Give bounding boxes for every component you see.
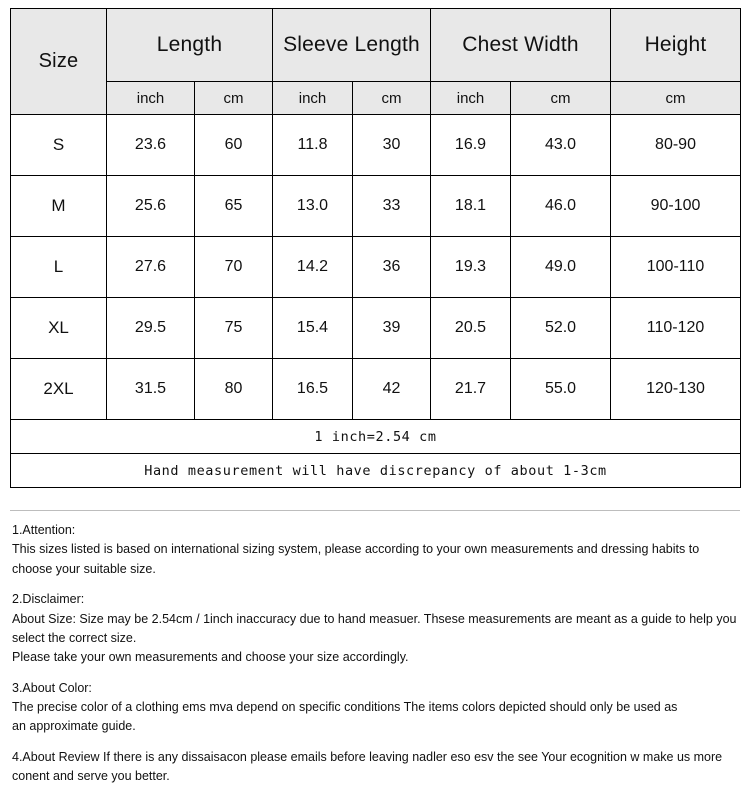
cell-sleeve-inch: 14.2	[273, 237, 353, 298]
footer-note-conversion: 1 inch=2.54 cm	[11, 420, 741, 454]
cell-chest-cm: 46.0	[511, 176, 611, 237]
unit-length-cm: cm	[195, 82, 273, 115]
cell-sleeve-inch: 16.5	[273, 359, 353, 420]
note-title: 2.Disclaimer:	[12, 592, 85, 607]
note-line: conent and serve you better.	[12, 769, 170, 784]
unit-length-inch: inch	[107, 82, 195, 115]
table-row	[11, 237, 741, 298]
header-height: Height	[611, 9, 741, 82]
cell-height-cm: 110-120	[611, 298, 741, 359]
cell-chest-cm: 52.0	[511, 298, 611, 359]
cell-length-inch: 27.6	[107, 237, 195, 298]
footer-note-discrepancy: Hand measurement will have discrepancy of about 1-3cm	[11, 454, 741, 488]
note-title: 1.Attention:	[12, 523, 76, 537]
header-sleeve-length: Sleeve Length	[273, 9, 431, 82]
cell-length-cm: 80	[195, 359, 273, 420]
table-header-group-row	[11, 9, 741, 82]
table-units-row	[11, 82, 741, 115]
cell-sleeve-cm: 33	[353, 176, 431, 237]
note-title: 4.About Review If there is any dissaisacon please emails before leaving nadler eso esv the see Your ecognition w make us more	[12, 749, 723, 764]
header-size: Size	[11, 9, 107, 115]
note-line: The precise color of a clothing ems mva depend on specific conditions The items colors depicted should only be used as	[12, 700, 678, 714]
unit-sleeve-cm: cm	[353, 82, 431, 115]
notes-section	[0, 511, 750, 787]
note-block-disclaimer	[12, 590, 738, 668]
cell-length-cm: 60	[195, 115, 273, 176]
cell-sleeve-cm: 39	[353, 298, 431, 359]
cell-sleeve-inch: 15.4	[273, 298, 353, 359]
cell-chest-inch: 18.1	[431, 176, 511, 237]
cell-length-cm: 65	[195, 176, 273, 237]
note-line: Please take your own measurements and choose your size accordingly.	[12, 650, 409, 665]
cell-chest-cm: 43.0	[511, 115, 611, 176]
cell-chest-inch: 20.5	[431, 298, 511, 359]
table-row	[11, 359, 741, 420]
cell-height-cm: 120-130	[611, 359, 741, 420]
unit-chest-cm: cm	[511, 82, 611, 115]
cell-chest-cm: 55.0	[511, 359, 611, 420]
unit-height-cm: cm	[611, 82, 741, 115]
cell-height-cm: 80-90	[611, 115, 741, 176]
cell-size: M	[11, 176, 107, 237]
cell-size: L	[11, 237, 107, 298]
note-title: 3.About Color:	[12, 680, 92, 695]
note-line: an approximate guide.	[12, 719, 136, 734]
note-block-about-review	[12, 748, 738, 787]
table-footer-row	[11, 420, 741, 454]
cell-length-cm: 75	[195, 298, 273, 359]
unit-chest-inch: inch	[431, 82, 511, 115]
cell-size: S	[11, 115, 107, 176]
cell-size: XL	[11, 298, 107, 359]
cell-height-cm: 100-110	[611, 237, 741, 298]
cell-length-inch: 25.6	[107, 176, 195, 237]
table-row	[11, 298, 741, 359]
cell-chest-cm: 49.0	[511, 237, 611, 298]
cell-sleeve-inch: 11.8	[273, 115, 353, 176]
unit-sleeve-inch: inch	[273, 82, 353, 115]
note-line: About Size: Size may be 2.54cm / 1inch inaccuracy due to hand measuer. Thsese measurements are meant as a guide to help you select the correct size.	[12, 611, 737, 645]
note-block-about-color	[12, 679, 738, 737]
cell-length-inch: 23.6	[107, 115, 195, 176]
cell-chest-inch: 19.3	[431, 237, 511, 298]
header-chest-width: Chest Width	[431, 9, 611, 82]
size-chart-table	[10, 8, 741, 488]
table-row	[11, 176, 741, 237]
cell-sleeve-inch: 13.0	[273, 176, 353, 237]
cell-chest-inch: 21.7	[431, 359, 511, 420]
cell-length-cm: 70	[195, 237, 273, 298]
table-footer-row	[11, 454, 741, 488]
cell-sleeve-cm: 42	[353, 359, 431, 420]
cell-length-inch: 31.5	[107, 359, 195, 420]
note-line: This sizes listed is based on international sizing system, please according to your own measurements and dressing habits to choose your suitable size.	[12, 542, 700, 576]
cell-sleeve-cm: 30	[353, 115, 431, 176]
cell-chest-inch: 16.9	[431, 115, 511, 176]
table-row	[11, 115, 741, 176]
note-block-attention	[12, 521, 738, 579]
header-length: Length	[107, 9, 273, 82]
cell-sleeve-cm: 36	[353, 237, 431, 298]
cell-length-inch: 29.5	[107, 298, 195, 359]
cell-size: 2XL	[11, 359, 107, 420]
cell-height-cm: 90-100	[611, 176, 741, 237]
